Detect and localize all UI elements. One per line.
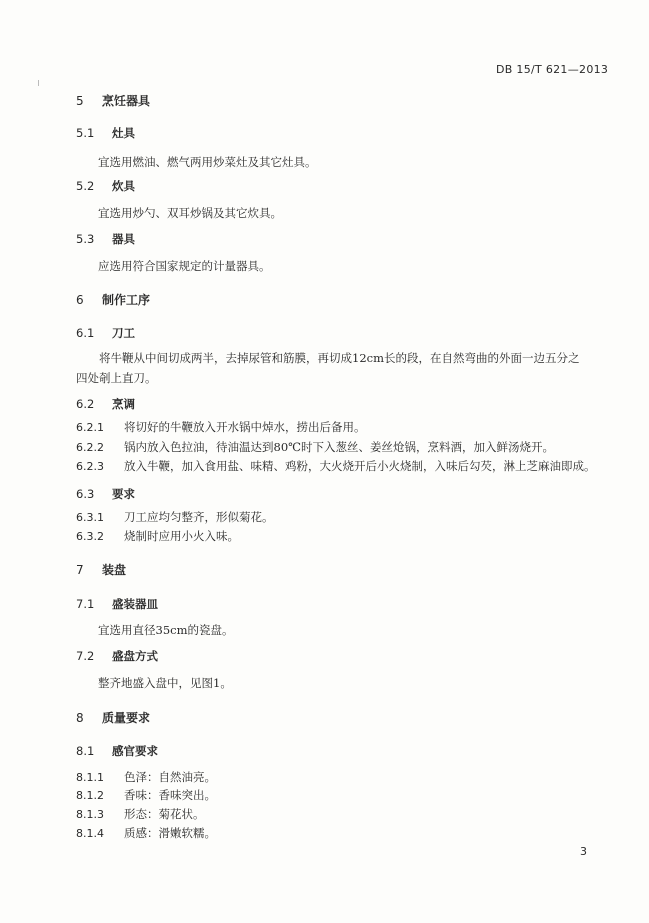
section-number: 6.3 <box>76 487 95 501</box>
page-number: 3 <box>580 845 587 858</box>
item-text: 形态：菊花状。 <box>124 807 205 821</box>
item-text: 质感：滑嫩软糯。 <box>124 826 216 840</box>
section-number: 8.1 <box>76 744 95 758</box>
section-5-1-heading <box>76 125 135 141</box>
item-text: 刀工应均匀整齐，形似菊花。 <box>124 510 274 524</box>
section-number: 8 <box>76 711 84 725</box>
section-title: 要求 <box>112 487 135 501</box>
item-number: 6.3.2 <box>76 530 104 543</box>
section-5-1-text: 宜选用燃油、燃气两用炒菜灶及其它灶具。 <box>98 155 317 169</box>
scan-mark <box>38 80 39 86</box>
item-number: 6.3.1 <box>76 511 104 524</box>
section-title: 灶具 <box>112 126 135 140</box>
item-8-1-2 <box>76 787 216 803</box>
item-number: 6.2.3 <box>76 460 104 473</box>
item-text: 烧制时应用小火入味。 <box>124 529 239 543</box>
item-text: 将切好的牛鞭放入开水锅中焯水，捞出后备用。 <box>124 420 366 434</box>
item-text: 香味：香味突出。 <box>124 788 216 802</box>
item-number: 8.1.1 <box>76 771 104 784</box>
section-number: 7.1 <box>76 597 95 611</box>
section-title: 制作工序 <box>102 293 151 307</box>
item-number: 8.1.4 <box>76 827 104 840</box>
section-title: 装盘 <box>102 563 127 577</box>
section-number: 7.2 <box>76 649 95 663</box>
item-8-1-3 <box>76 806 205 822</box>
section-title: 炊具 <box>112 179 135 193</box>
section-title: 刀工 <box>112 326 135 340</box>
section-number: 5.3 <box>76 232 95 246</box>
item-text: 锅内放入色拉油，待油温达到80℃时下入葱丝、姜丝炝锅，烹料酒，加入鲜汤烧开。 <box>124 440 554 454</box>
item-number: 8.1.2 <box>76 789 104 802</box>
section-6-1-heading <box>76 325 135 341</box>
item-6-3-1 <box>76 509 274 525</box>
section-number: 5.1 <box>76 126 95 140</box>
item-6-2-2 <box>76 439 554 455</box>
item-text: 色泽：自然油亮。 <box>124 770 216 784</box>
section-7-1-text: 宜选用直径35cm的瓷盘。 <box>98 623 234 637</box>
section-title: 感官要求 <box>112 744 158 758</box>
item-6-2-1 <box>76 419 366 435</box>
item-6-2-3 <box>76 458 596 474</box>
section-number: 6.1 <box>76 326 95 340</box>
item-6-3-2 <box>76 528 239 544</box>
document-number: DB 15/T 621—2013 <box>496 63 609 76</box>
section-6-1-text: 将牛鞭从中间切成两半，去掉尿管和筋膜，再切成12cm长的段，在自然弯曲的外面一边五分之四处剞上直刀。 <box>76 351 580 385</box>
section-title: 烹饪器具 <box>102 94 151 108</box>
item-number: 8.1.3 <box>76 808 104 821</box>
section-title: 烹调 <box>112 397 135 411</box>
section-number: 7 <box>76 563 84 577</box>
section-title: 器具 <box>112 232 135 246</box>
item-number: 6.2.2 <box>76 441 104 454</box>
section-5-2-heading <box>76 178 135 194</box>
section-8-1-heading <box>76 743 158 759</box>
section-7-1-heading <box>76 596 158 612</box>
section-5-3-heading <box>76 231 135 247</box>
section-number: 6.2 <box>76 397 95 411</box>
section-title: 盛盘方式 <box>112 649 158 663</box>
section-5-heading <box>76 92 150 109</box>
section-6-2-heading <box>76 396 135 412</box>
section-7-2-heading <box>76 648 158 664</box>
section-6-3-heading <box>76 486 135 502</box>
section-6-heading <box>76 291 150 308</box>
section-number: 6 <box>76 293 84 307</box>
section-title: 盛装器皿 <box>112 597 158 611</box>
item-text: 放入牛鞭，加入食用盐、味精、鸡粉，大火烧开后小火烧制，入味后勾芡，淋上芝麻油即成。 <box>124 459 596 473</box>
section-8-heading <box>76 709 150 726</box>
item-8-1-1 <box>76 769 216 785</box>
item-number: 6.2.1 <box>76 421 104 434</box>
section-5-3-text: 应选用符合国家规定的计量器具。 <box>98 259 271 273</box>
section-number: 5 <box>76 94 84 108</box>
item-8-1-4 <box>76 825 216 841</box>
section-7-2-text: 整齐地盛入盘中，见图1。 <box>98 676 232 690</box>
section-number: 5.2 <box>76 179 95 193</box>
section-7-heading <box>76 561 126 578</box>
section-5-2-text: 宜选用炒勺、双耳炒锅及其它炊具。 <box>98 206 282 220</box>
section-title: 质量要求 <box>102 711 151 725</box>
